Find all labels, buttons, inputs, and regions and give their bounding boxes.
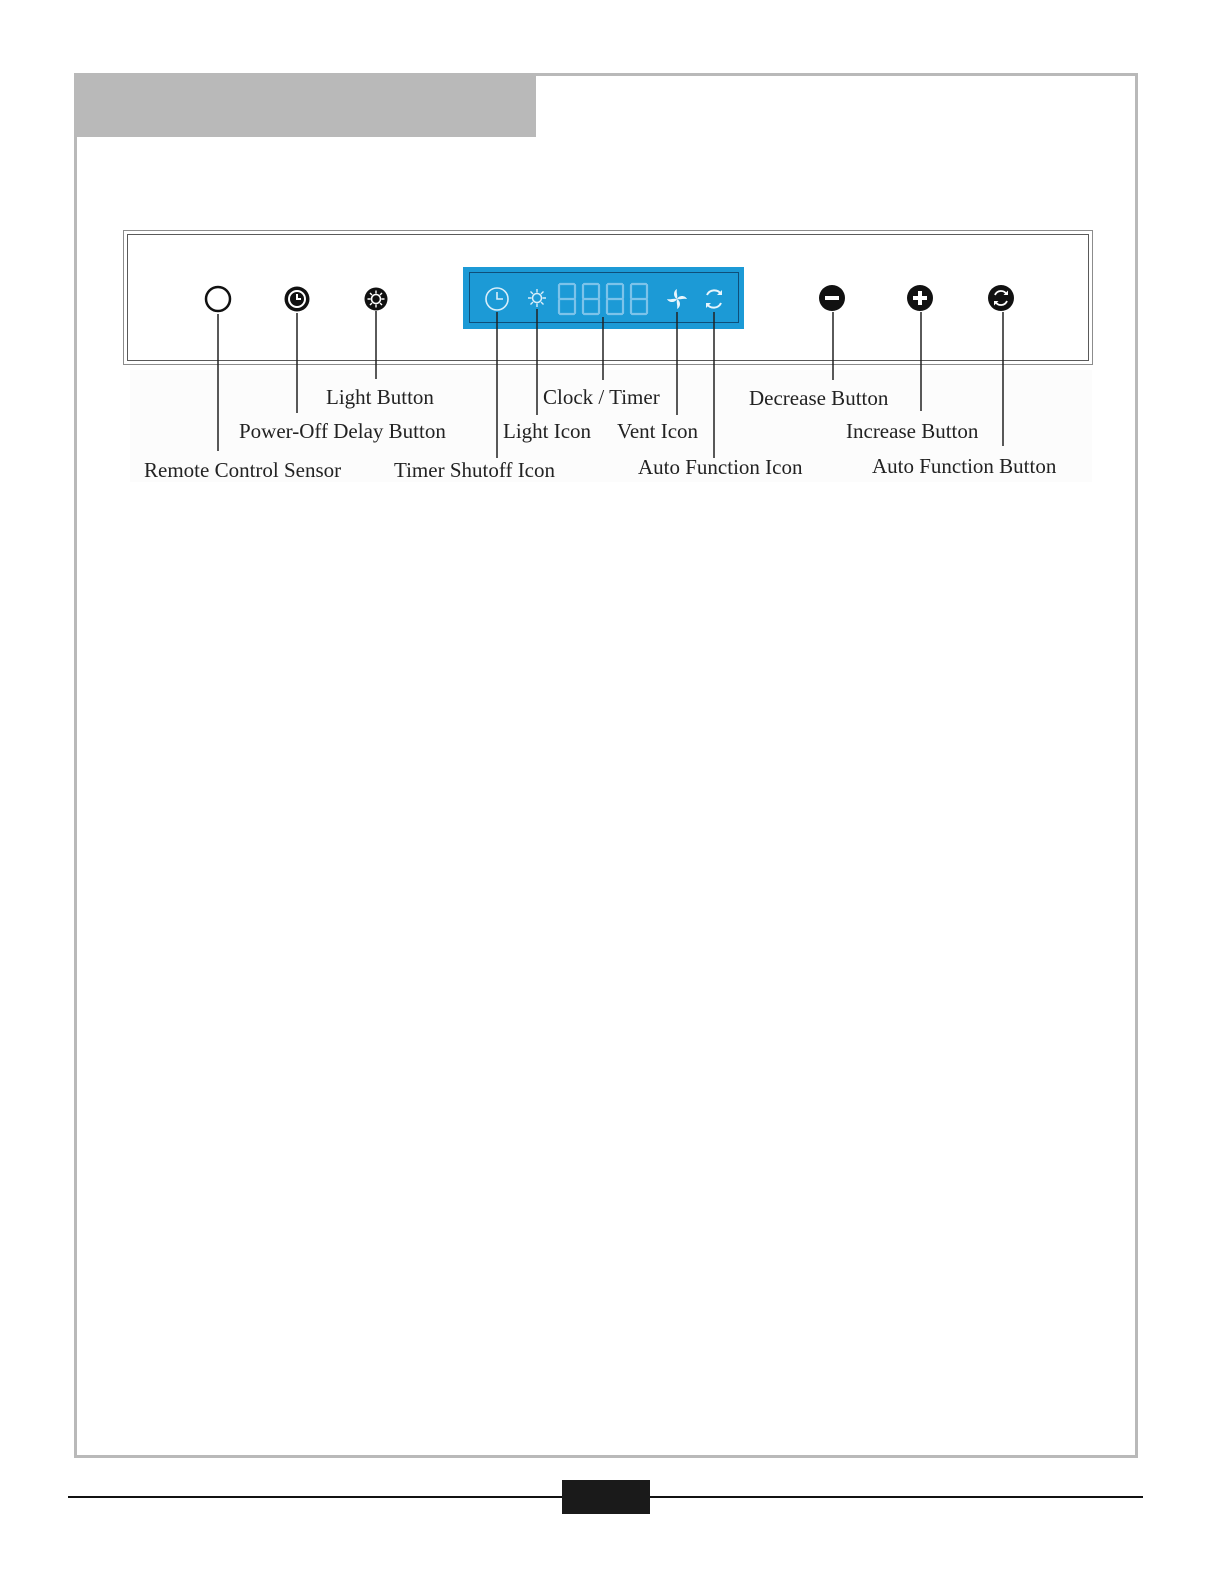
decrease-icon [818,284,846,312]
increase-icon [906,284,934,312]
label-decrease-button: Decrease Button [749,386,889,410]
label-light-icon: Light Icon [503,419,592,443]
label-auto-function-icon: Auto Function Icon [638,455,803,479]
timer-shutoff-icon [483,285,511,313]
label-remote-control-sensor: Remote Control Sensor [144,458,342,482]
seven-segment-readout [556,281,652,317]
remote-sensor-icon [203,284,233,314]
section-title-tab [74,73,536,137]
label-increase-button: Increase Button [846,419,979,443]
power-off-delay-icon [283,285,311,313]
light-button-icon [364,287,388,311]
label-clock-timer: Clock / Timer [543,385,660,409]
page-number-box [562,1480,650,1514]
label-auto-function-button: Auto Function Button [872,454,1057,478]
label-vent-icon: Vent Icon [617,419,699,443]
vent-icon [664,286,690,312]
auto-function-indicator-icon [701,286,727,312]
label-power-off-delay-button: Power-Off Delay Button [239,419,446,443]
auto-function-button-icon [987,284,1015,312]
label-timer-shutoff-icon: Timer Shutoff Icon [394,458,556,482]
light-indicator-icon [526,287,548,309]
label-light-button: Light Button [326,385,434,409]
